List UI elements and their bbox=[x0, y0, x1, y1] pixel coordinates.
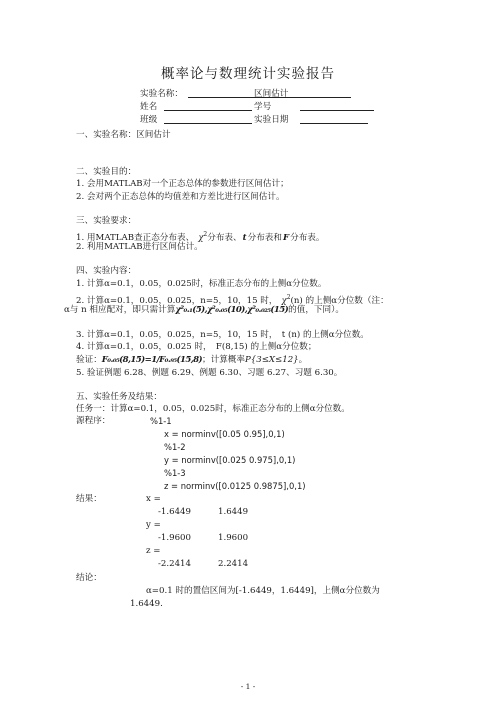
conclusion-label: 结论： bbox=[76, 573, 102, 583]
s3-item1-text-b: 分布表、 bbox=[207, 232, 242, 243]
probability-formula: P{3≤X≤12} bbox=[245, 355, 299, 365]
s4-item2-text-a: 2. 计算α=0.1，0.05，0.025，n=5，10，15 时， bbox=[76, 295, 278, 306]
result-x-v1: -1.6449 bbox=[158, 507, 191, 517]
s4-item2-text-b: (n) 的上侧α分位数（注： bbox=[290, 295, 389, 306]
code-line-2: x = norminv([0.05 0.95],0,1) bbox=[164, 429, 285, 439]
result-z-v2: 2.2414 bbox=[218, 559, 249, 569]
page-title: 概率论与数理统计实验报告 bbox=[161, 66, 335, 82]
experiment-name-value: 区间估计 bbox=[254, 89, 289, 99]
section-4-item-5: 5. 验证例题 6.28、例题 6.29、例题 6.30、习题 6.27、习题 6.30。 bbox=[76, 368, 343, 378]
result-x-v2: 1.6449 bbox=[218, 507, 249, 517]
date-underline bbox=[300, 123, 368, 124]
verify-text-b: ；计算概率 bbox=[202, 355, 245, 365]
date-label: 实验日期 bbox=[254, 115, 289, 125]
section-1-heading: 一、实验名称：区间估计 bbox=[76, 130, 171, 140]
section-2-item-2: 2. 会对两个正态总体的均值差和方差比进行区间估计。 bbox=[76, 192, 285, 202]
section-3-heading: 三、实验要求： bbox=[76, 216, 137, 226]
conclusion-line-2: 1.6449. bbox=[130, 599, 163, 609]
s3-item1-text-d: 分布表。 bbox=[290, 232, 325, 243]
code-line-6: z = norminv([0.0125 0.9875],0,1) bbox=[164, 481, 306, 491]
chi-symbol: χ bbox=[281, 295, 287, 306]
result-y-v2: 1.9600 bbox=[218, 533, 249, 543]
class-underline bbox=[164, 123, 252, 124]
result-x-var: x = bbox=[146, 494, 161, 504]
code-line-4: y = norminv([0.025 0.975],0,1) bbox=[164, 455, 296, 465]
section-4-heading: 四、实验内容： bbox=[76, 266, 137, 276]
s3-item1-text-c: 分布表和 bbox=[247, 232, 282, 243]
conclusion-line-1: α=0.1 时的置信区间为[-1.6449，1.6449]，上侧α分位数为 bbox=[146, 586, 380, 596]
meta-row-class bbox=[0, 113, 496, 125]
verify-label: 验证： bbox=[76, 355, 102, 365]
class-label: 班级 bbox=[140, 115, 158, 125]
student-id-underline bbox=[300, 110, 374, 111]
chi-square-formula: χ²₀.₁(5),χ²₀.₀₅(10),χ²₀.₀₂₅(15) bbox=[175, 305, 289, 315]
student-id-label: 学号 bbox=[254, 102, 272, 112]
source-label: 源程序： bbox=[76, 416, 111, 426]
verify-text-c: 。 bbox=[298, 355, 308, 365]
result-y-v1: -1.9600 bbox=[158, 533, 191, 543]
s3-item1-text-a: 1. 用MATLAB查正态分布表、 bbox=[76, 232, 195, 243]
page-number: - 1 - bbox=[240, 682, 256, 691]
section-3-item-1: 1. 用MATLAB查正态分布表、 $\chi^2$分布表、t分布表和F分布表。 bbox=[76, 231, 325, 243]
code-line-1: %1-1 bbox=[150, 416, 172, 426]
result-y-var: y = bbox=[146, 520, 161, 530]
section-3-item-2: 2. 利用MATLAB进行区间估计。 bbox=[76, 242, 203, 252]
f-identity-formula: F₀.₀₅(8,15)=1/F₀.₉₅(15,8) bbox=[101, 355, 203, 365]
task-1-description: 任务一：计算α=0.1，0.05，0.025时，标准正态分布的上侧α分位数。 bbox=[76, 404, 350, 414]
t-symbol: t bbox=[242, 232, 247, 243]
meta-row-person bbox=[0, 100, 496, 112]
section-2-item-1: 1. 会用MATLAB对一个正态总体的参数进行区间估计； bbox=[76, 179, 289, 189]
section-4-item-2: 2. 计算α=0.1，0.05，0.025，n=5，10，15 时， $\chi^2(n)$ 的上侧α分位数（注： bbox=[76, 294, 389, 306]
f-symbol: F bbox=[283, 232, 290, 243]
person-name-underline bbox=[164, 110, 252, 111]
section-4-item-3: 3. 计算α=0.1，0.05，0.025，n=5，10，15 时， t (n) 的上侧α分位数。 bbox=[76, 330, 369, 340]
section-4-item-2-cont bbox=[64, 305, 344, 316]
result-z-v1: -2.2414 bbox=[158, 559, 191, 569]
section-4-verify bbox=[76, 355, 307, 366]
code-line-5: %1-3 bbox=[164, 468, 186, 478]
section-4-item-1: 1. 计算α=0.1，0.05，0.025时，标准正态分布的上侧α分位数。 bbox=[76, 279, 327, 289]
result-label: 结果： bbox=[76, 494, 102, 504]
code-line-3: %1-2 bbox=[164, 442, 186, 452]
section-5-heading: 五、实验任务及结果： bbox=[76, 392, 162, 402]
s4-item2-text-c: α与 n 相应配对，即只需计算 bbox=[64, 305, 176, 315]
s4-item2-text-d: 的值，下同）。 bbox=[288, 305, 344, 315]
section-4-item-4: 4. 计算α=0.1，0.05，0.025 时， F(8,15) 的上侧α分位数； bbox=[76, 342, 317, 352]
person-name-label: 姓名 bbox=[140, 102, 158, 112]
chi-symbol: χ bbox=[198, 232, 204, 243]
meta-row-experiment-name bbox=[0, 87, 496, 99]
experiment-name-label: 实验名称： bbox=[140, 89, 183, 99]
result-z-var: z = bbox=[146, 546, 161, 556]
section-2-heading: 二、实验目的： bbox=[76, 167, 137, 177]
